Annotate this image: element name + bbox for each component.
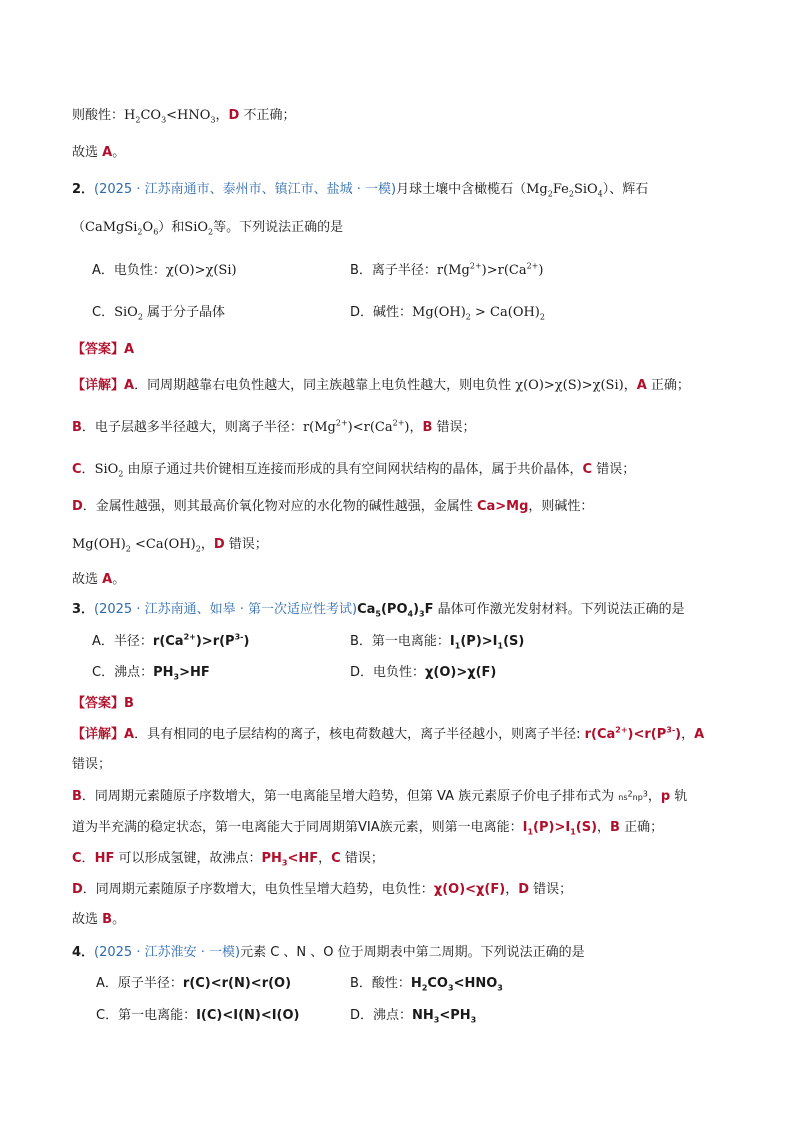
option-c[interactable]: C．沸点：$PH_3>HF$: [92, 665, 210, 682]
conclusion: 故选 A。: [72, 572, 126, 587]
conclusion: 故选 A。: [72, 145, 126, 160]
explanation-line: C．SiO$_2$ 由原子通过共价键相互连接而形成的具有空间网状结构的晶体，属于共价晶体，C 错误；: [72, 462, 636, 479]
explanation-line: 【详解】A．同周期越靠右电负性越大，同主族越靠上电负性越大，则电负性 χ(O)>χ(S)>χ(Si)，A 正确；: [72, 378, 690, 393]
explanation-line: B．电子层越多半径越大，则离子半径：$r(Mg^{2+})<r(Ca^{2+})$，B 错误；: [72, 418, 476, 435]
option-d[interactable]: D．沸点：$NH_3<PH_3$: [350, 1008, 477, 1025]
explanation-line: C．HF 可以形成氢键，故沸点：$PH_3<HF$，C 错误；: [72, 851, 384, 868]
explanation-line: 错误；: [72, 757, 112, 772]
option-d[interactable]: D．碱性：$Mg(OH)_2 > Ca(OH)_2$: [350, 305, 545, 322]
option-b[interactable]: B．第一电离能：$I_1(P)>I_1(S)$: [350, 634, 525, 651]
explanation-line: D．金属性越强，则其最高价氧化物对应的水化物的碱性越强，金属性 Ca>Mg，则碱性：: [72, 499, 594, 514]
option-b[interactable]: B．离子半径：$r(Mg^{2+})>r(Ca^{2+})$: [350, 261, 544, 278]
explanation-line: $Mg(OH)_2 <Ca(OH)_2$，D 错误；: [72, 537, 268, 554]
option-c[interactable]: C．SiO$_2$ 属于分子晶体: [92, 305, 226, 322]
option-a[interactable]: A．电负性：χ(O)>χ(Si): [92, 263, 237, 278]
explanation-line: D．同周期元素随原子序数增大，电负性呈增大趋势，电负性：χ(O)<χ(F)，D 错误；: [72, 882, 573, 897]
option-a[interactable]: A．半径：$r(Ca^{2+})>r(P^{3-})$: [92, 632, 250, 649]
answer: 【答案】A: [72, 342, 135, 357]
explanation-line: 道为半充满的稳定状态，第一电离能大于同周期第VIA族元素，则第一电离能：$I_1(P)>I_1(S)$，B 正确；: [72, 820, 664, 837]
question-stem: 3．(2025 · 江苏南通、如皋 · 第一次适应性考试)$Ca_5(PO_4)_3F$ 晶体可作激光发射材料。下列说法正确的是: [72, 602, 685, 619]
option-c[interactable]: C．第一电离能：I(C)<I(N)<I(O): [96, 1008, 300, 1023]
explanation-line: B．同周期元素随原子序数增大，第一电离能呈增大趋势，但第 VA 族元素原子价电子排布式为 $ns^2np^3$，p 轨: [72, 789, 688, 804]
question-stem: 2．(2025 · 江苏南通市、泰州市、镇江市、盐城 · 一模)月球土壤中含橄榄石$(Mg_2Fe_2SiO_4)$、辉石: [72, 182, 649, 199]
option-a[interactable]: A．原子半径：r(C)<r(N)<r(O): [96, 976, 292, 991]
answer: 【答案】B: [72, 696, 134, 711]
option-b[interactable]: B．酸性：$H_2CO_3<HNO_3$: [350, 976, 503, 993]
explanation-line: 【详解】A．具有相同的电子层结构的离子，核电荷数越大，离子半径越小，则离子半径: $r(Ca^{2+})<r(P^{3-})$，A: [72, 725, 705, 742]
option-d[interactable]: D．电负性：χ(O)>χ(F): [350, 665, 497, 680]
conclusion: 故选 B。: [72, 912, 126, 927]
question-stem: 4．(2025 · 江苏淮安 · 一模)元素 C 、N 、O 位于周期表中第二周期。下列说法正确的是: [72, 945, 585, 960]
text-line: 则酸性：$H_2CO_3<HNO_3$，D 不正确；: [72, 108, 296, 125]
question-stem-cont: $(CaMgSi_2O_6)$和SiO$_2$等。下列说法正确的是: [72, 220, 344, 237]
